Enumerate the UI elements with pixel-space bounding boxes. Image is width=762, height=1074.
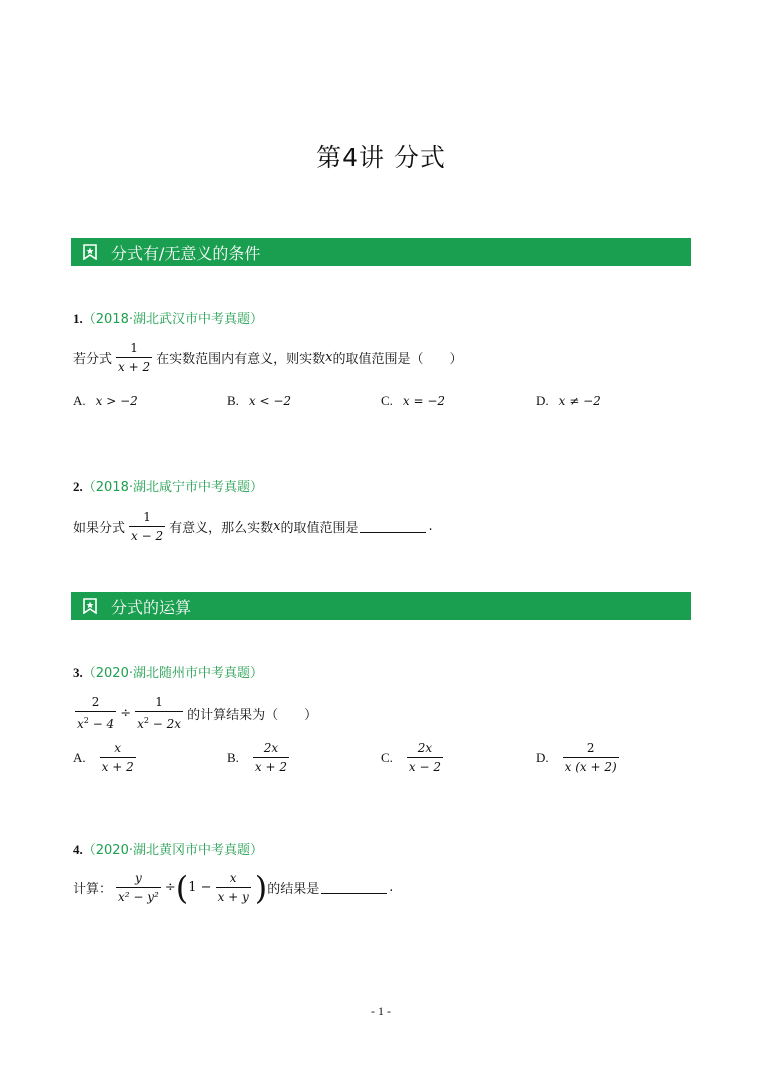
fraction: [116, 340, 152, 375]
expression-text: 1 −: [188, 880, 212, 895]
question-number: 1.: [73, 311, 83, 326]
option-b[interactable]: [227, 393, 291, 409]
option-a[interactable]: [73, 393, 138, 409]
answer-blank[interactable]: [360, 520, 426, 533]
source-text: （2018·湖北武汉市中考真题）: [82, 312, 263, 327]
source-text: （2020·湖北随州市中考真题）: [82, 666, 263, 681]
stem-text: 计算：: [73, 882, 113, 897]
option-label: D.: [536, 393, 549, 408]
option-fraction: [563, 740, 619, 775]
numerator: 1: [130, 341, 138, 355]
section-title: 分式有/无意义的条件: [111, 243, 261, 263]
question-source: [73, 662, 263, 681]
denominator: x (x + 2): [563, 757, 619, 775]
numerator: x: [114, 741, 122, 755]
option-b[interactable]: [227, 740, 293, 775]
exponent: 2: [143, 716, 149, 725]
option-fraction: [253, 740, 289, 775]
question-stem: [71, 694, 317, 732]
option-d[interactable]: [536, 740, 623, 775]
denominator: x + 2: [100, 757, 136, 775]
option-label: C.: [381, 749, 393, 765]
numerator: y: [135, 871, 142, 885]
denominator: x − 2: [407, 757, 443, 775]
stem-text: 的取值范围是: [280, 521, 359, 536]
numerator: 2x: [417, 741, 433, 755]
question-number: 2.: [73, 479, 83, 494]
question-number: 4.: [73, 842, 83, 857]
numerator: 2x: [263, 741, 279, 755]
answer-blank[interactable]: [321, 881, 387, 894]
den-base: x: [77, 717, 84, 731]
exponent: 2: [83, 716, 89, 725]
stem-text: 如果分式: [73, 521, 126, 536]
denominator: x + y: [216, 887, 251, 905]
stem-text: 有意义，那么实数: [169, 521, 274, 536]
section-header-1: [71, 238, 691, 266]
denominator: [135, 711, 183, 732]
option-expression: x ≠ −2: [558, 394, 601, 408]
section-header-2: [71, 592, 691, 620]
option-fraction: [100, 740, 136, 775]
source-text: （2018·湖北咸宁市中考真题）: [82, 480, 263, 495]
option-a[interactable]: [73, 740, 140, 775]
denominator: x + 2: [253, 757, 289, 775]
stem-text: 的计算结果为（ ）: [187, 707, 318, 723]
denominator: x + 2: [116, 357, 152, 375]
stem-text: 在实数范围内有意义，则实数: [156, 352, 326, 367]
stem-text: 若分式: [73, 352, 113, 367]
variable: x: [325, 350, 333, 365]
option-label: B.: [227, 749, 239, 765]
question-stem: [73, 870, 393, 905]
denominator: x² − y²: [116, 887, 161, 905]
question-stem: [73, 340, 462, 375]
option-c[interactable]: [381, 740, 447, 775]
option-label: D.: [536, 749, 549, 765]
right-paren: ): [254, 868, 268, 907]
denominator: x − 2: [129, 526, 165, 544]
fraction: [129, 509, 165, 544]
variable: x: [273, 519, 281, 534]
stem-text: .: [428, 519, 433, 534]
fraction: [216, 870, 251, 905]
option-label: A.: [73, 749, 86, 765]
option-label: B.: [227, 393, 239, 408]
fraction: [116, 870, 161, 905]
page-title: 第4讲 分式: [316, 143, 446, 172]
question-stem: [73, 509, 433, 544]
denominator: [75, 711, 116, 732]
option-expression: x < −2: [248, 394, 292, 408]
option-d[interactable]: [536, 393, 601, 409]
bookmark-star-icon: [83, 244, 97, 260]
question-source: [73, 839, 263, 858]
stem-text: 的结果是: [267, 882, 320, 897]
section-title: 分式的运算: [111, 597, 192, 617]
numerator: 2: [586, 741, 595, 755]
divide-operator: ÷: [164, 880, 176, 895]
divide-operator: ÷: [120, 705, 132, 721]
numerator: 1: [143, 510, 151, 524]
fraction: [75, 694, 116, 732]
numerator: 2: [91, 695, 100, 709]
stem-text: .: [389, 880, 394, 895]
option-label: A.: [73, 393, 86, 408]
den-rest: − 4: [88, 717, 115, 731]
fraction: [135, 694, 183, 732]
question-number: 3.: [73, 665, 83, 680]
den-rest: − 2x: [148, 717, 182, 731]
question-source: [73, 308, 263, 327]
stem-text: 的取值范围是（ ）: [332, 352, 463, 367]
source-text: （2020·湖北黄冈市中考真题）: [82, 843, 263, 858]
option-fraction: [407, 740, 443, 775]
option-expression: x = −2: [402, 394, 446, 408]
den-base: x: [137, 717, 144, 731]
page-number: - 1 -: [371, 1004, 391, 1018]
option-label: C.: [381, 393, 393, 408]
option-c[interactable]: [381, 393, 445, 409]
bookmark-star-icon: [83, 598, 97, 614]
numerator: x: [229, 871, 237, 885]
left-paren: (: [175, 868, 189, 907]
numerator: 1: [155, 695, 163, 709]
option-expression: x > −2: [95, 394, 138, 408]
question-source: [73, 476, 263, 495]
